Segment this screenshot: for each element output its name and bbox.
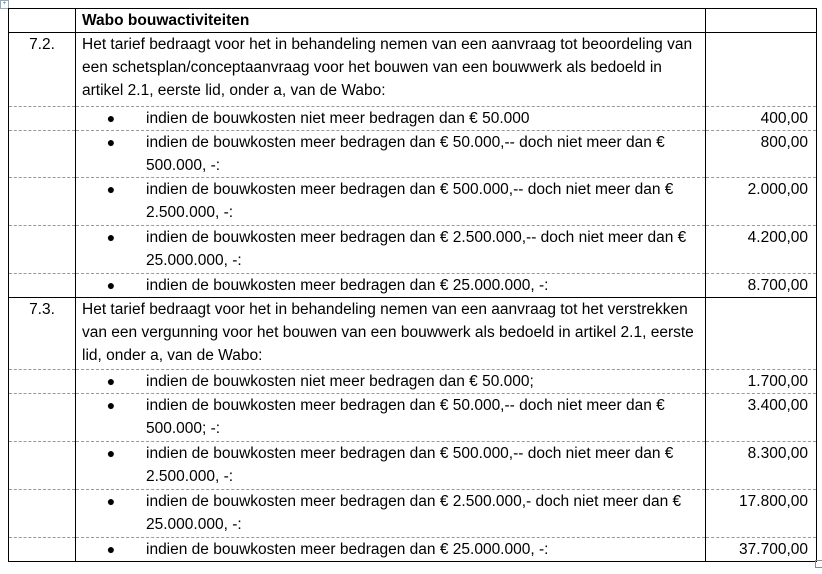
section-intro: Het tarief bedraagt voor het in behandeling nemen van een aanvraag tot beoordeling van een schetsplan/conceptaanvraag voor het bouwen van een bouwwerk als bedoeld in artikel 2.1, eerste lid, onder a, van de Wabo: <box>76 33 706 107</box>
item-text: indien de bouwkosten meer bedragen dan € 500.000,-- doch niet meer dan € 2.500.000, -: <box>146 445 674 485</box>
bullet-icon: ● <box>106 541 116 557</box>
item-amount: 3.400,00 <box>706 394 817 442</box>
item-amount: 1.700,00 <box>706 370 817 394</box>
empty-amount-cell <box>706 33 817 107</box>
tariff-item-row <box>9 394 817 442</box>
tariff-item-row <box>9 442 817 490</box>
tariff-item-row <box>9 107 817 131</box>
item-text: indien de bouwkosten meer bedragen dan € 2.500.000,-- doch niet meer dan € 25.000.000, -: <box>146 229 687 269</box>
bullet-icon: ● <box>106 229 116 245</box>
empty-amount-cell <box>706 298 817 370</box>
bullet-icon: ● <box>106 181 116 197</box>
section-intro-row <box>9 33 817 107</box>
empty-number-cell <box>9 107 76 131</box>
item-amount: 2.000,00 <box>706 178 817 226</box>
item-amount: 37.700,00 <box>706 538 817 562</box>
item-text: indien de bouwkosten niet meer bedragen dan € 50.000; <box>146 373 534 390</box>
tariff-item-row <box>9 274 817 298</box>
bullet-icon: ● <box>106 493 116 509</box>
header-number-cell <box>9 9 76 33</box>
bullet-icon: ● <box>106 277 116 293</box>
empty-number-cell <box>9 538 76 562</box>
table-header-row <box>9 9 817 33</box>
empty-number-cell <box>9 131 76 178</box>
item-text: indien de bouwkosten meer bedragen dan € 25.000.000, -: <box>146 277 549 294</box>
item-text: indien de bouwkosten meer bedragen dan € 500.000,-- doch niet meer dan € 2.500.000, -: <box>146 181 674 221</box>
tariff-item-row <box>9 490 817 538</box>
item-text: indien de bouwkosten meer bedragen dan € 2.500.000,- doch niet meer dan € 25.000.000, -: <box>146 493 682 533</box>
item-amount: 8.300,00 <box>706 442 817 490</box>
item-amount: 4.200,00 <box>706 226 817 274</box>
item-text: indien de bouwkosten meer bedragen dan € 50.000,-- doch niet meer dan € 500.000; -: <box>146 397 665 437</box>
tariff-item-row <box>9 226 817 274</box>
table-move-handle-icon[interactable]: + <box>0 0 9 9</box>
empty-number-cell <box>9 274 76 298</box>
section-intro: Het tarief bedraagt voor het in behandeling nemen van een aanvraag tot het verstrekken van een vergunning voor het bouwen van een bouwwerk als bedoeld in artikel 2.1, eerste lid, onder a, van de Wabo: <box>76 298 706 370</box>
section-number: 7.2. <box>9 33 76 107</box>
tariff-item-row <box>9 538 817 562</box>
header-title: Wabo bouwactiviteiten <box>76 9 706 33</box>
table-resize-handle[interactable] <box>815 560 822 568</box>
item-amount: 400,00 <box>706 107 817 131</box>
tariff-table <box>8 8 817 562</box>
item-text: indien de bouwkosten niet meer bedragen dan € 50.000 <box>146 110 530 127</box>
item-amount: 800,00 <box>706 131 817 178</box>
item-text: indien de bouwkosten meer bedragen dan € 25.000.000, -: <box>146 541 549 558</box>
bullet-icon: ● <box>106 445 116 461</box>
tariff-item-row <box>9 131 817 178</box>
empty-number-cell <box>9 370 76 394</box>
tariff-item-row <box>9 178 817 226</box>
header-amount-cell <box>706 9 817 33</box>
empty-number-cell <box>9 226 76 274</box>
item-amount: 17.800,00 <box>706 490 817 538</box>
bullet-icon: ● <box>106 110 116 126</box>
section-intro-row <box>9 298 817 370</box>
item-text: indien de bouwkosten meer bedragen dan € 50.000,-- doch niet meer dan € 500.000, -: <box>146 134 665 174</box>
empty-number-cell <box>9 178 76 226</box>
empty-number-cell <box>9 442 76 490</box>
bullet-icon: ● <box>106 373 116 389</box>
section-number: 7.3. <box>9 298 76 370</box>
bullet-icon: ● <box>106 134 116 150</box>
item-amount: 8.700,00 <box>706 274 817 298</box>
tariff-item-row <box>9 370 817 394</box>
bullet-icon: ● <box>106 397 116 413</box>
empty-number-cell <box>9 490 76 538</box>
empty-number-cell <box>9 394 76 442</box>
